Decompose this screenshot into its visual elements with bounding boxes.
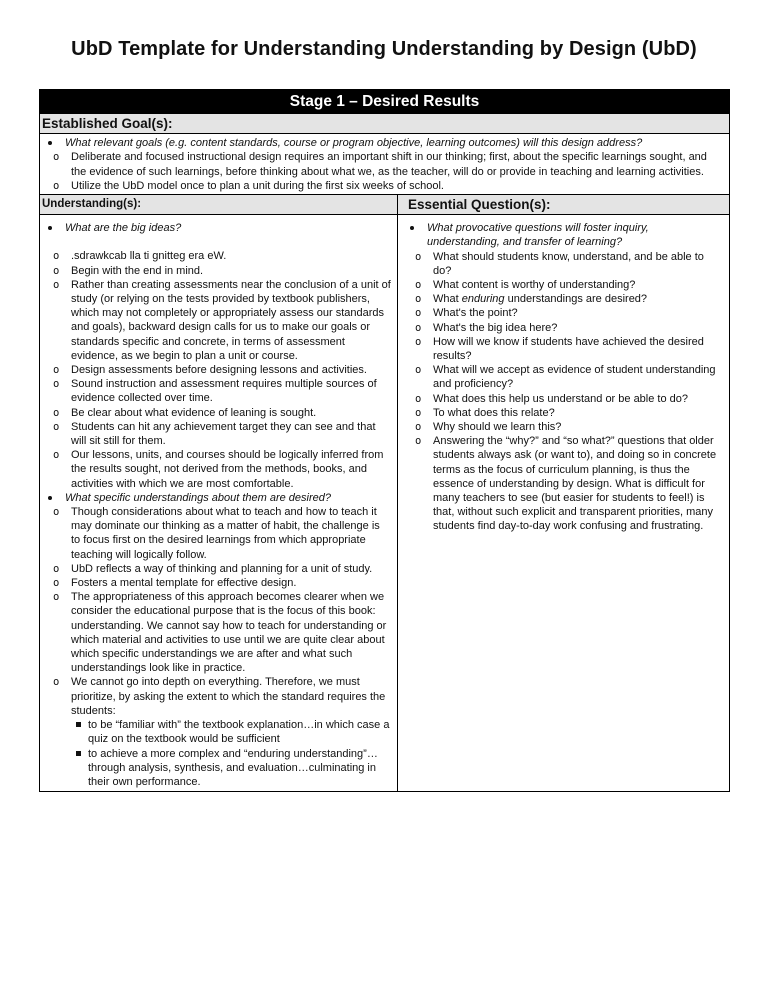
list-item: o Why should we learn this? <box>406 420 723 434</box>
list-item: o To what does this relate? <box>406 406 723 420</box>
understandings-header: Understanding(s): <box>40 195 398 214</box>
list-item: o Rather than creating assessments near the conclusion of a unit of study (or relying on the tests provided by textbook publishers, which may not completely or appropriately assess our standards and goals), backward design calls for us to make our goals or standards specific and concrete, in terms of assessment evidence, as we begin to plan a unit or course. <box>44 278 391 363</box>
list-item: o Be clear about what evidence of leaning is sought. <box>44 406 391 420</box>
list-item: o UbD reflects a way of thinking and planning for a unit of study. <box>44 562 391 576</box>
list-item <box>44 675 391 789</box>
essential-questions-list <box>406 250 723 534</box>
goal-item: o Utilize the UbD model once to plan a unit during the first six weeks of school. <box>44 179 721 193</box>
list-item: o Design assessments before designing lessons and activities. <box>44 363 391 377</box>
established-goals-section <box>40 134 729 194</box>
list-item-text: We cannot go into depth on everything. Therefore, we must prioritize, by asking the extent to which the standard requires the students: <box>71 676 386 717</box>
list-item: o .sdrawkcab lla ti gnitteg era eW. <box>44 249 391 263</box>
essential-questions-column <box>398 215 729 791</box>
list-item: o Fosters a mental template for effective design. <box>44 576 391 590</box>
stage-1-columns <box>40 214 729 791</box>
stage-1-header: Stage 1 – Desired Results <box>40 90 729 114</box>
goals-list <box>44 136 721 150</box>
list-item: o What's the point? <box>406 306 723 320</box>
list-item: o What's the big idea here? <box>406 321 723 335</box>
list-item: o Answering the “why?” and “so what?” questions that older students always ask (or want to), and doing so in concrete terms as the focus of curriculum planning, is thus the essence of understanding by design. What is difficult for many teachers to see (but easier for students to feel!) is that, without such explicit and transparent priorities, many students find day-to-day work confusing and frustrating. <box>406 434 723 533</box>
page-title: UbD Template for Understanding Understanding by Design (UbD) <box>71 38 697 60</box>
big-ideas-question: What are the big ideas? <box>44 221 391 235</box>
sub-list-item: to achieve a more complex and “enduring understanding”…through analysis, synthesis, and evaluation…culminating in their own performance. <box>71 747 391 790</box>
specific-understandings-list <box>44 505 391 789</box>
essential-questions-header: Essential Question(s): <box>398 195 729 214</box>
goals-items <box>44 150 721 193</box>
list-item: o How will we know if students have achieved the desired results? <box>406 335 723 363</box>
goal-item: o Deliberate and focused instructional design requires an important shift in our thinking; first, about the specific learnings sought, and the evidence of such learnings, before thinking about what we, as the teacher, will do or provide in teaching and learning activities. <box>44 150 721 179</box>
essential-questions-prompt: What provocative questions will foster inquiry, understanding, and transfer of learning? <box>406 221 723 249</box>
list-item: o Sound instruction and assessment requires multiple sources of evidence collected over time. <box>44 377 391 405</box>
list-item: o What will we accept as evidence of student understanding and proficiency? <box>406 363 723 391</box>
list-item: o The appropriateness of this approach becomes clearer when we consider the educational purpose that is the focus of this book: understanding. We cannot say how to teach for understanding or which material and activities to use until we are quite clear about which specific understandings we are after and what such understandings look like in practice. <box>44 590 391 675</box>
specific-understandings-question: What specific understandings about them are desired? <box>44 491 391 505</box>
list-item: o What should students know, understand, and be able to do? <box>406 250 723 278</box>
big-ideas-list <box>44 249 391 490</box>
goals-question: What relevant goals (e.g. content standards, course or program objective, learning outcomes) will this design address? <box>44 136 721 150</box>
ubd-template-table <box>39 89 730 792</box>
list-item: o Students can hit any achievement target they can see and that will sit still for them. <box>44 420 391 448</box>
split-header-row <box>40 194 729 214</box>
list-item: o Begin with the end in mind. <box>44 264 391 278</box>
sub-list-item: to be “familiar with” the textbook explanation…in which case a quiz on the textbook would be sufficient <box>71 718 391 746</box>
list-item: o Our lessons, units, and courses should be logically inferred from the results sought, not derived from the methods, books, and activities with which we are most comfortable. <box>44 448 391 491</box>
list-item: o Though considerations about what to teach and how to teach it may dominate our thinking as a matter of habit, the challenge is to focus first on the desired learnings from which appropriate teaching will logically follow. <box>44 505 391 562</box>
list-item: o What does this help us understand or be able to do? <box>406 392 723 406</box>
sub-list <box>71 718 391 789</box>
list-item: o What enduring understandings are desired? <box>406 292 723 306</box>
established-goals-header: Established Goal(s): <box>40 114 729 134</box>
list-item: o What content is worthy of understanding? <box>406 278 723 292</box>
emphasis-word: enduring <box>461 293 505 306</box>
understandings-column <box>40 215 398 791</box>
